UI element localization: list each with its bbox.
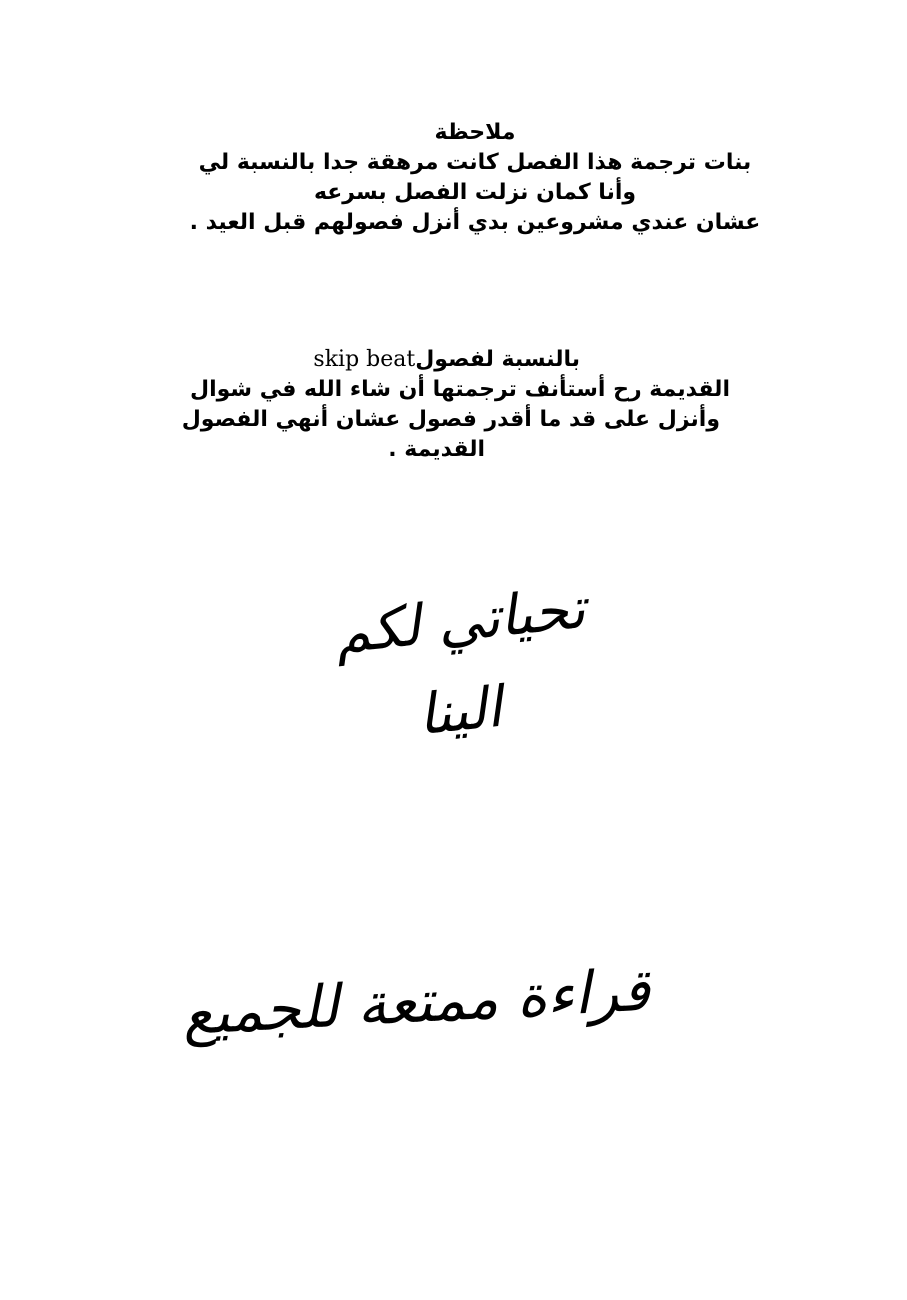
- skip-beat-title: skip beat: [313, 347, 416, 372]
- skip-beat-line-1-prefix: بالنسبة لفصول: [415, 347, 580, 372]
- skip-beat-line-4: القديمة .: [388, 437, 485, 462]
- skip-beat-line-3: وأنزل على قد ما أقدر فصول عشان أنهي الفصول: [181, 407, 720, 432]
- note-line-1: بنات ترجمة هذا الفصل كانت مرهقة جدا بالنسبة لي: [198, 150, 752, 175]
- signature-greeting: تحياتي لكم: [331, 576, 589, 667]
- note-line-3: عشان عندي مشروعين بدي أنزل فصولهم قبل العيد .: [189, 210, 761, 235]
- note-title: ملاحظة: [434, 120, 516, 145]
- skip-beat-line-1: [150, 345, 730, 375]
- signature-name: الينا: [415, 674, 505, 749]
- skip-beat-line-2: القديمة رح أستأنف ترجمتها أن شاء الله في شوال: [190, 377, 730, 402]
- note-line-2: وأنا كمان نزلت الفصل بسرعه: [313, 180, 637, 205]
- note-section: [150, 118, 800, 238]
- skip-beat-section: [150, 345, 730, 465]
- closing-wish: قراءة ممتعة للجميع: [180, 955, 652, 1048]
